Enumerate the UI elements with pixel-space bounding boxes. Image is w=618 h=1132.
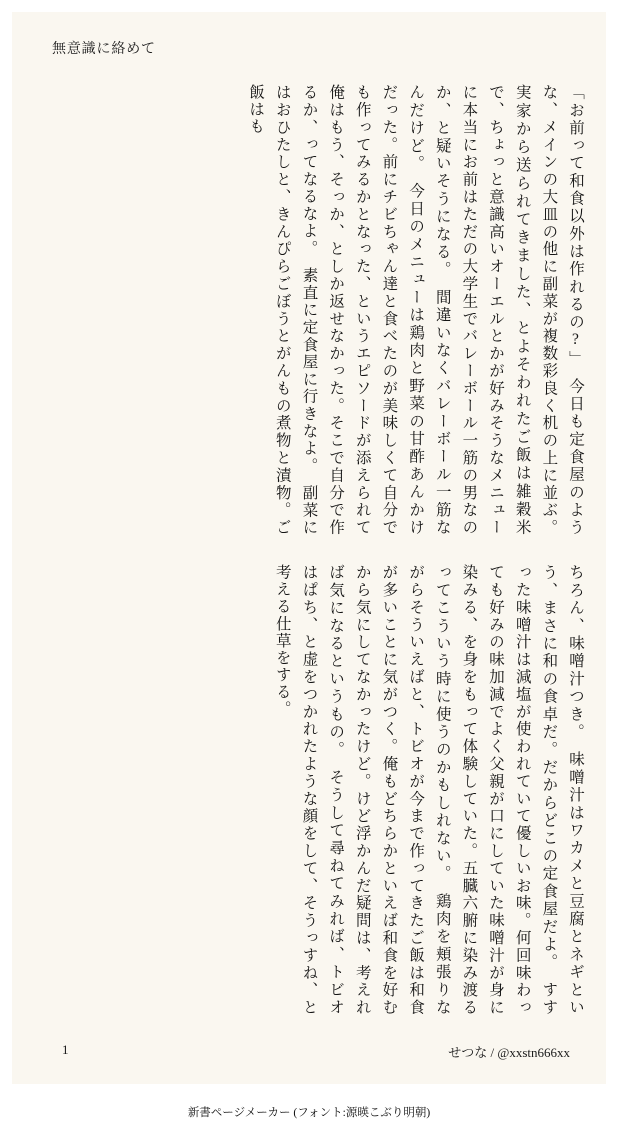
paragraph-upper: 「お前って和食以外は作れるの?」 今日も定食屋のような、メインの大皿の他に副菜が複数彩良く机の上に並ぶ。実家から送られてきました、とよそわれたご飯は雑穀米で、ちょっと意識高いオーエルとかが好みそうなメニューに本当にお前はただの大学生でバレーボール一筋の男なのか、と疑いそうになる。 間違いなくバレーボール一筋なんだけど。 今日のメニューは鶏肉と野菜の甘酢あんかけだった。前にチビちゃん達と食べたのが美味しくて自分でも作ってみるかとなった、というエピソードが添えられて俺はもう、そっか、としか返せなかった。そこで自分で作るか、ってなるなよ。 素直に定食屋に行きなよ。 副菜にはおひたしと、きんぴらごぼうとがんもの煮物と漬物。ご飯はも [247,84,584,536]
page-sheet [12,12,606,1084]
author-byline: せつな / @xxstn666xx [448,1045,570,1060]
paragraph-lower: ちろん、味噌汁つき。 味噌汁はワカメと豆腐とネギという、まさに和の食卓だ。だからどこの定食屋だよ。 すすった味噌汁は減塩が使われていて優しいお味。何回味わっても好みの味加減でよく父親が口にしていた味噌汁が身に染みる、を身をもって体験していた。五臓六腑に染み渡るってこういう時に使うのかもしれない。 鶏肉を頬張りながらそういえばと、トビオが今まで作ってきたご飯は和食が多いことに気がつく。俺もどちらかといえば和食を好むから気にしてなかったけど。けど浮かんだ疑問は、考えれば気になるというもの。 そうして尋ねてみれば、トビオはぱち、と虚をつかれたような顔をして、そうっすね、と考える仕草をする。 [273,564,584,1016]
body-text-upper [28,84,588,536]
page-number: 1 [62,1042,69,1057]
body-text-lower [28,564,588,1016]
page-title: 無意識に絡めて [52,42,156,57]
generator-credit: 新書ページメーカー (フォント:源暎こぶり明朝) [187,1107,431,1119]
